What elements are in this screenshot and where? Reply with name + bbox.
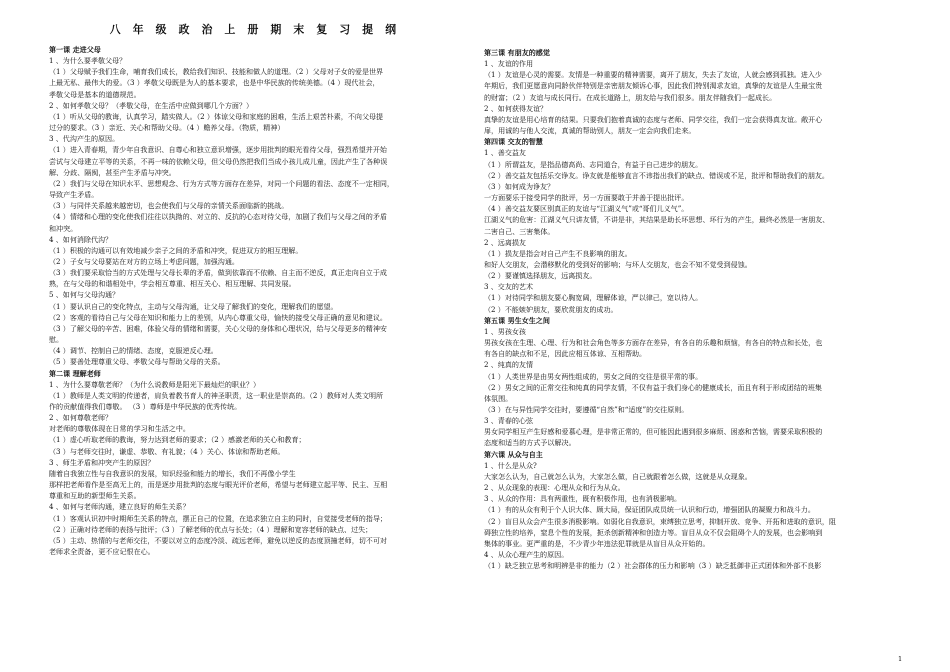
text-line: （1 ）积极的沟通可以有效地减少亲子之间的矛盾和冲突，促进双方的相互理解。 <box>49 245 303 255</box>
text-line: 3 、青春的心弦 <box>484 416 534 426</box>
text-line: （1 ）客观认识初中时期师生关系的特点，摆正自己的位置，在追求独立自主的同时，自觉接受老师的指导； <box>49 513 387 523</box>
text-line: （3 ）在与异性同学交往时，要遵循“自然”和“适度”的交往原则。 <box>484 405 689 414</box>
text-line: （1 ）教师是人类文明的传递者，肩负着教书育人的神圣职责，这一职业是崇高的。（2 ）教师对人类文明所 <box>49 390 384 400</box>
text-line: 和冲突。 <box>49 223 78 233</box>
text-line: 2 、如何尊敬老师？ <box>49 413 113 423</box>
text-line: （2 ）不能嫉妒朋友，要欣赏朋友的成功。 <box>484 304 618 314</box>
text-line: （2 ）盲目从众会产生很多消极影响。如弱化自我意识，束缚独立思考，抑制开放、竞争、开拓和进取的意识，阻 <box>484 516 837 526</box>
left-column <box>49 44 474 557</box>
text-line: （1 ）缺乏独立思考和明辨是非的能力（2 ）社会群体的压力和影响（3 ）缺乏抵御非正式团体和外部不良影 <box>484 561 822 571</box>
text-line: 老师求全责备，更不应记恨在心。 <box>49 547 155 557</box>
text-line: （2 ）男女之间的正常交往和纯真的同学友情，不仅有益于我们身心的健康成长，而且有利于形成团结的班集 <box>484 382 822 392</box>
text-line: 1 、为什么要尊敬老师？（为什么说教师是阳光下最灿烂的职业？） <box>49 379 261 389</box>
text-line: 1 、善交益友 <box>484 148 526 158</box>
text-line: （1 ）有的从众有利于个人识大体、顾大局，保证团队成员统一认识和行动，增强团队的凝聚力和战斗力。 <box>484 505 815 515</box>
text-line: （1 ）父母赋予我们生命，哺育我们成长，教给我们知识、技能和做人的道理。（2 ）父母对子女的爱是世界 <box>49 67 384 77</box>
text-line: （1 ）损友是指会对自己产生不良影响的朋友。 <box>484 248 632 258</box>
text-line: （1 ）进入青春期，青少年自我意识、自尊心和独立意识增强，逐步用批判的眼光看待父母，强烈希望并开始 <box>49 145 387 155</box>
text-line: 解、分歧、隔阂，甚至产生矛盾与冲突。 <box>49 167 176 177</box>
section-heading: 第五课 男生女生之间 <box>484 315 550 325</box>
text-line: 导致产生矛盾。 <box>49 190 99 200</box>
text-line: （2 ）正确对待老师的表扬与批评；（3 ）了解老师的优点与长处；（4 ）理解和宽容老师的缺点、过失； <box>49 524 373 534</box>
text-line: 1 、男孩女孩 <box>484 326 526 336</box>
text-line: 作的贡献值得我们尊敬。 （3 ）尊师是中华民族的优秀传统。 <box>49 402 242 411</box>
text-line: 随着自我独立性与自我意识的发展，知识经验和能力的增长，我们不再像小学生 <box>49 468 296 478</box>
text-line: （4 ）善交益友要区别真正的友谊与“江湖义气”或“哥们儿义气”。 <box>484 204 689 214</box>
text-line: 4 、从众心理产生的原因。 <box>484 550 569 560</box>
text-line: 扉，用诚的与他人交流，真诚的帮助别人，朋友一定会向我们走来。 <box>484 126 696 136</box>
text-line: （4 ）调节、控制自己的情绪、态度，克服逆反心理。 <box>49 346 218 356</box>
text-line: 上最无私、最伟大的爱。（3 ）孝敬父母既是为人的基本要求，也是中华民族的传统美德。（4 ）现代社会， <box>49 78 380 88</box>
section-heading: 第四课 交友的智慧 <box>484 137 543 147</box>
text-line: 孝敬父母是基本的道德规范。 <box>49 89 141 99</box>
text-line: （1 ）要认识自己的变化特点，主动与父母沟通，让父母了解我们的变化，理解我们的愿望。 <box>49 301 338 311</box>
text-line: 4 、如何消除代沟？ <box>49 234 113 244</box>
text-line: 男孩女孩在生理、心理、行为和社会角色等多方面存在差异，有各自的乐趣和烦恼，有各自的特点和长处，也 <box>484 338 823 348</box>
text-line: （1 ）对待同学和朋友要心胸宽阔，理解体谅，严以律己，宽以待人。 <box>484 293 703 303</box>
text-line: （2 ）善交益友包括乐交诤友。诤友就是能够直言不讳指出我们的缺点、错误或不足，批评和帮助我们的朋友。 <box>484 170 829 180</box>
text-line: 2 、如何获得友谊？ <box>484 103 548 113</box>
text-line: （1 ）人类世界是由男女两性组成的，男女之间的交往是很平常的事。 <box>484 371 703 381</box>
text-line: 1 、友谊的作用 <box>484 59 534 69</box>
right-column <box>484 47 904 571</box>
text-line: 江湖义气的危害：江湖义气只讲友情，不讲是非，其结果是助长坏思想、坏行为的产生，最终必然是一害朋友、 <box>484 215 830 225</box>
text-line: 尊重和互助的新型师生关系。 <box>49 491 141 501</box>
text-line: 有各自的缺点和不足，因此应相互体谅、互相帮助。 <box>484 349 647 359</box>
text-line: 2 、如何孝敬父母？（孝敬父母，在生活中应做到哪几个方面？） <box>49 100 254 110</box>
text-line: 过分的要求。（3 ）亲近、关心和帮助父母。（4 ）赡养父母。（物质，精神） <box>49 123 285 133</box>
section-heading: 第二课 理解老师 <box>49 368 101 378</box>
text-line: 那样把老师看作是至高无上的，而是逐步用批判的态度与眼光评价老师，希望与老师建立起平等、民主、互相 <box>49 480 388 490</box>
text-line: （3 ）与老师交往时，谦虚、恭敬、有礼貌；（4 ）关心、体谅和帮助老师。 <box>49 446 285 456</box>
text-line: （3 ）与同伴关系越来越密切，也会使我们与父母的亲情关系面临新的挑战。 <box>49 201 289 211</box>
text-line: （2 ）子女与父母要站在对方的立场上考虑问题，加强沟通。 <box>49 256 239 266</box>
text-line: 5 、如何与父母沟通？ <box>49 290 120 300</box>
text-line: 真挚的友谊是用心培育的结果。只要我们抱着真诚的态度与老师、同学交往，我们一定会获得真友谊。敞开心 <box>484 114 823 124</box>
text-line: （5 ）主动、热情的与老师交往，不要以对立的态度冷淡、疏远老师，避免以逆反的态度顶撞老师，切不可对 <box>49 535 387 545</box>
text-line: （1 ）听从父母的教诲，认真学习，踏实做人。（2 ）体谅父母和家庭的困难，生活上艰苦朴素，不向父母提 <box>49 111 384 121</box>
text-line: 尝试与父母建立平等的关系，不再一味的依赖父母，但父母仍然把我们当成小孩儿成儿童，因此产生了各种误 <box>49 156 388 166</box>
text-line: （2 ）要谨慎选择朋友，远离损友。 <box>484 271 597 281</box>
text-line: 的财富；（2 ）友谊与成长同行。在成长道路上，朋友给与我们很多。朋友伴随我们一起成长。 <box>484 92 777 102</box>
text-line: 2 、远离损友 <box>484 237 526 247</box>
text-line: 碍独立性的培养，窒息个性的发展，扼杀创新精神和创造力等。盲目从众不仅会阻碍个人的发展，也会影响到 <box>484 527 823 537</box>
text-line: 一方面要乐于接受同学的批评，另一方面要敢于并善于提出批评。 <box>484 193 689 203</box>
text-line: （3 ）如何成为诤友？ <box>484 181 555 191</box>
text-line: （3 ）了解父母的辛苦、困难，体验父母的情绪和需要，关心父母的身体和心理状况，给与父母更多的精神安 <box>49 323 387 333</box>
text-line: （4 ）情绪和心理的变化使我们往往以执拗的、对立的、反抗的心态对待父母，加剧了我们与父母之间的矛盾 <box>49 212 387 222</box>
section-heading: 第六课 从众与自主 <box>484 449 543 459</box>
text-line: 熟，在与父母的和谐相处中，学会相互尊重、相互关心、相互理解、共同发展。 <box>49 279 296 289</box>
text-line: 年期后，我们更愿意向同龄伙伴特别是亲密朋友倾诉心事，因此我们特别渴求友谊，真挚的友谊是人生最宝贵 <box>484 81 823 91</box>
page-number: 1 <box>898 655 903 663</box>
text-line: （1 ）虚心听取老师的教诲，努力达到老师的要求；（2 ）感激老师的关心和教育； <box>49 435 306 445</box>
text-line: 3 、从众的作用：具有两重性，既有积极作用，也有消极影响。 <box>484 494 681 504</box>
text-line: （1 ）所谓益友，是指品德高尚、志同道合，有益于自己进步的朋友。 <box>484 159 703 169</box>
text-line: 集体的事业。更严重的是，不少青少年违法犯罪就是从盲目从众开始的。 <box>484 538 710 548</box>
text-line: 和好人交朋友，会潜移默化的受到好的影响；与坏人交朋友，也会不知不觉受到侵蚀。 <box>484 259 752 269</box>
text-line: 4 、如何与老师沟通，建立良好的师生关系？ <box>49 502 190 512</box>
text-line: 男女同学相互产生好感和爱慕心理，是非常正常的，但可能因此遇到很多麻烦、困惑和苦恼，需要采取积极的 <box>484 427 823 437</box>
section-heading: 第一课 走进父母 <box>49 45 101 54</box>
text-line: 慰。 <box>49 335 64 345</box>
text-line: 大家怎么认为，自己就怎么认为，大家怎么做，自己就跟着怎么做，这就是从众现象。 <box>484 471 752 481</box>
text-line: 体氛围。 <box>484 393 513 403</box>
section-heading: 第三课 有朋友的感觉 <box>484 48 550 57</box>
text-line: （2 ）我们与父母在知识水平、思想观念、行为方式等方面存在差异，对同一个问题的看法、态度不一定相同， <box>49 178 394 188</box>
text-line: 1 、什么是从众? <box>484 460 537 470</box>
text-line: 对老师的尊敬体现在日常的学习和生活之中。 <box>49 424 190 434</box>
text-line: （3 ）我们要采取恰当的方式处理与父母长辈的矛盾，做到依靠而不依赖、自主而不逆反，真正走向自立于成 <box>49 268 387 278</box>
text-line: 态度和适当的方式予以解决。 <box>484 438 576 448</box>
text-line: 3 、交友的艺术 <box>484 282 534 292</box>
text-line: （2 ）客观的看待自己与父母在知识和能力上的差别，从内心尊重父母，愉快的接受父母正确的意见和建议。 <box>49 312 387 322</box>
text-line: 3 、代沟产生的原因。 <box>49 134 120 144</box>
text-line: 二害自己、三害集体。 <box>484 226 555 236</box>
text-line: 2 、纯真的友情 <box>484 360 534 370</box>
text-line: （1 ）友谊是心灵的需要。友情是一种重要的精神需要，离开了朋友，失去了友谊，人就会感到孤独。进入少 <box>484 70 822 80</box>
text-line: 1 、为什么要孝敬父母？ <box>49 56 127 66</box>
text-line: 3 、师生矛盾和冲突产生的原因？ <box>49 457 155 467</box>
text-line: （5 ）要善处理尊重父母、孝敬父母与帮助父母的关系。 <box>49 357 225 367</box>
page-title: 八 年 级 政 治 上 册 期 末 复 习 提 纲 <box>109 23 401 36</box>
text-line: 2 、从众现象的表现：心理从众和行为从众。 <box>484 483 625 493</box>
